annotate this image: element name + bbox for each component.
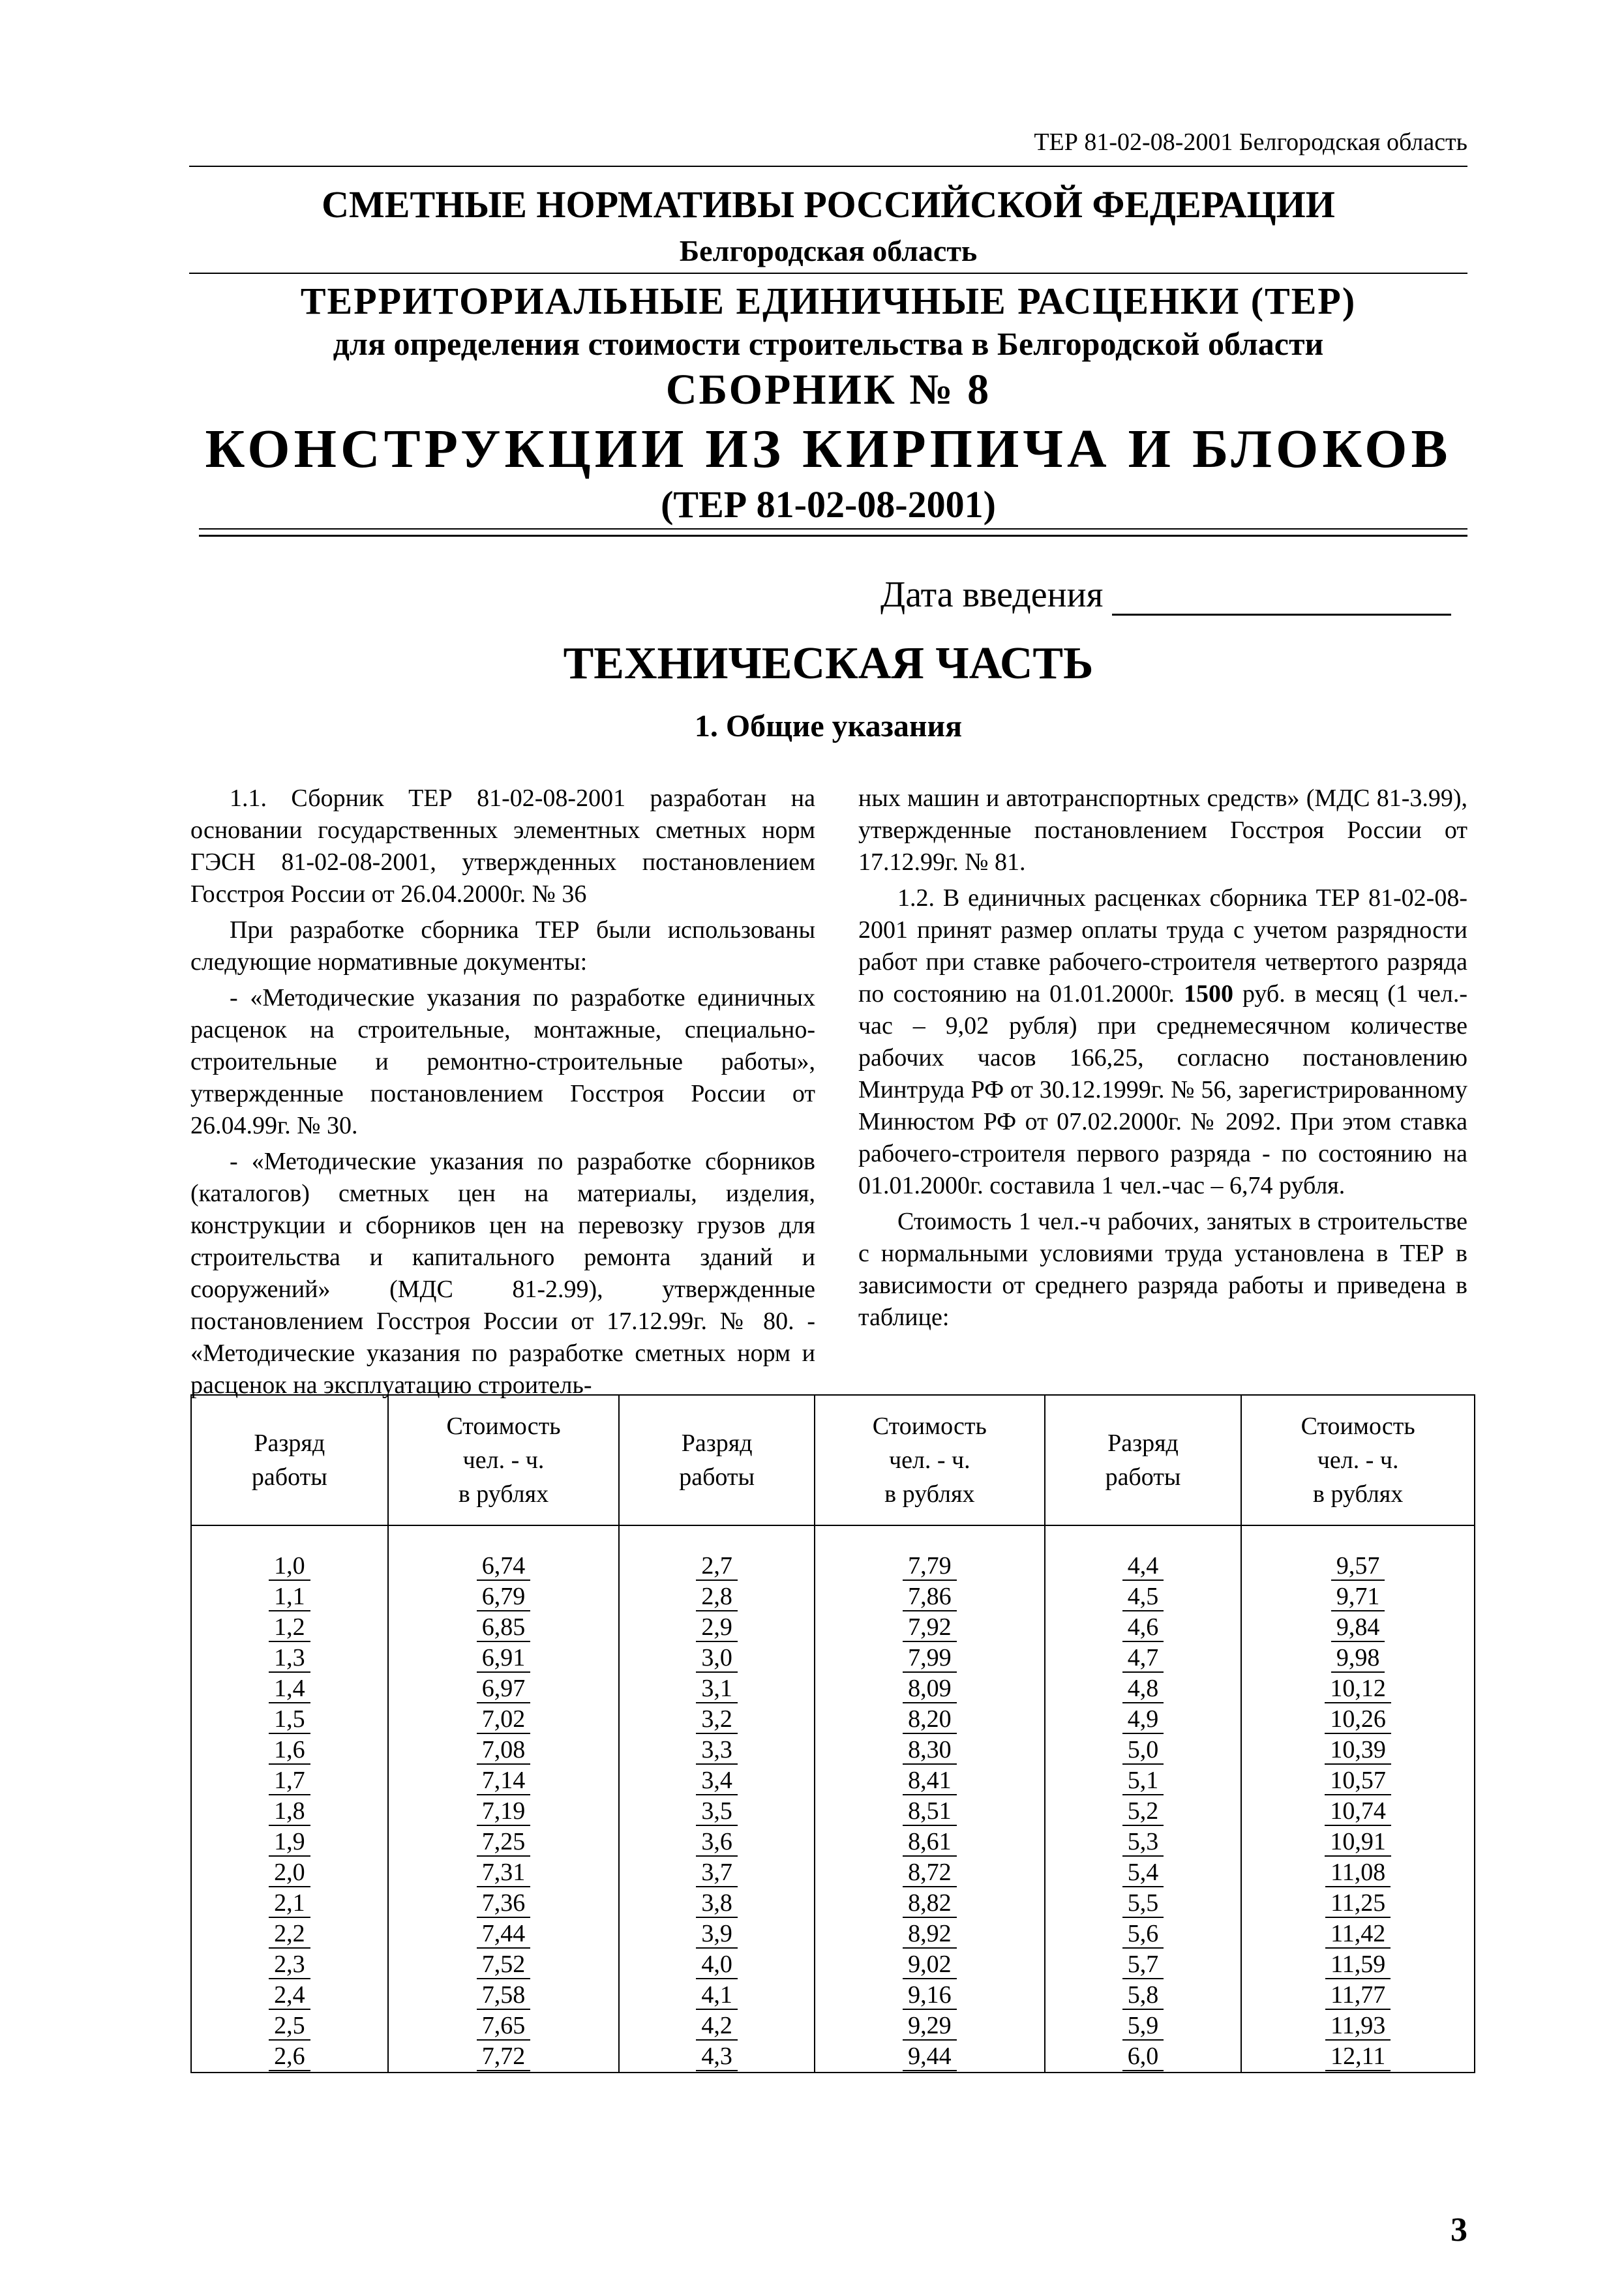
cell-value: 4,1	[696, 1981, 738, 2010]
table-cell	[388, 1919, 620, 1949]
cell-value: 4,8	[1122, 1675, 1164, 1703]
column-header-line: в рублях	[884, 1480, 975, 1508]
title-line-3: ТЕРРИТОРИАЛЬНЫЕ ЕДИНИЧНЫЕ РАСЦЕНКИ (ТЕР)	[300, 280, 1357, 322]
cell-value: 6,74	[477, 1552, 531, 1581]
table-cell	[815, 1673, 1045, 1704]
table-cell	[1045, 2011, 1242, 2041]
date-blank-line	[1112, 588, 1451, 616]
table-cell	[1241, 1980, 1475, 2011]
table-cell	[388, 1827, 620, 1857]
table-cell	[388, 1735, 620, 1765]
cell-value: 4,6	[1122, 1613, 1164, 1642]
table-cell	[191, 2041, 388, 2073]
paragraph: - «Методические указания по разработке единичных расценок на строительные, монтажные, специально-строительные и ремонтно-строительные работы», утвержденные постановлением Госстроя России от 26.04.99г. № 30.	[190, 984, 815, 1139]
table-cell	[388, 1643, 620, 1673]
table-cell	[1241, 1612, 1475, 1643]
cell-value: 1,2	[269, 1613, 310, 1642]
cell-value: 2,8	[696, 1583, 738, 1611]
table-cell	[815, 2041, 1045, 2073]
cell-value: 3,5	[696, 1797, 738, 1826]
cell-value: 2,1	[269, 1889, 310, 1918]
table-cell	[1045, 1765, 1242, 1796]
table-cell	[191, 1949, 388, 1980]
cell-value: 4,2	[696, 2012, 738, 2041]
table-cell	[619, 1704, 815, 1735]
cell-value: 10,26	[1325, 1705, 1391, 1734]
cell-value: 3,8	[696, 1889, 738, 1918]
title-line-5: СБОРНИК № 8	[665, 366, 991, 413]
table-cell	[191, 1765, 388, 1796]
table-row	[191, 1796, 1475, 1827]
table-cell	[191, 1673, 388, 1704]
table-row	[191, 2011, 1475, 2041]
cell-value: 5,6	[1122, 1920, 1164, 1949]
paragraph: ных машин и автотранспортных средств» (МДС 81-3.99), утвержденные постановлением Госстроя России от 17.12.99г. № 81.	[858, 785, 1467, 876]
cell-value: 5,4	[1122, 1859, 1164, 1887]
table-cell	[619, 1581, 815, 1612]
title-rule-2	[199, 528, 1467, 530]
table-cell	[1045, 1827, 1242, 1857]
table-cell	[619, 1643, 815, 1673]
table-cell	[1045, 2041, 1242, 2073]
cell-value: 7,14	[477, 1767, 531, 1795]
table-cell	[619, 1980, 815, 2011]
paragraph: При разработке сборника ТЕР были использованы следующие нормативные документы:	[190, 916, 815, 976]
cell-value: 4,0	[696, 1951, 738, 1979]
table-cell	[388, 1704, 620, 1735]
table-row	[191, 1827, 1475, 1857]
cell-value: 6,97	[477, 1675, 531, 1703]
table-cell	[388, 1796, 620, 1827]
table-row	[191, 1857, 1475, 1888]
cell-value: 10,91	[1325, 1828, 1391, 1857]
cell-value: 3,3	[696, 1736, 738, 1765]
title-line-2: Белгородская область	[679, 234, 978, 267]
cell-value: 1,1	[269, 1583, 310, 1611]
cell-value: 5,8	[1122, 1981, 1164, 2010]
table-cell	[619, 1888, 815, 1919]
table-row	[191, 1949, 1475, 1980]
cell-value: 10,12	[1325, 1675, 1391, 1703]
cell-value: 2,0	[269, 1859, 310, 1887]
cell-value: 11,08	[1325, 1859, 1391, 1887]
table-cell	[191, 1581, 388, 1612]
column-header-line: работы	[1105, 1463, 1181, 1491]
column-header-line: Разряд	[681, 1430, 753, 1457]
cell-value: 2,9	[696, 1613, 738, 1642]
table-cell	[1045, 1643, 1242, 1673]
table-cell	[1241, 2011, 1475, 2041]
cell-value: 10,39	[1325, 1736, 1391, 1765]
cell-value: 3,9	[696, 1920, 738, 1949]
cell-value: 9,84	[1331, 1613, 1385, 1642]
table-cell	[815, 1551, 1045, 1581]
cell-value: 7,86	[903, 1583, 957, 1611]
cell-value: 2,2	[269, 1920, 310, 1949]
paragraph: - «Методические указания по разработке сборников (каталогов) сметных цен на материалы, изделия, конструкции и сборников цен на перевозку грузов для строительства и капитального ремонта зданий и сооружений» (МДС 81-2.99), утвержденные постановлением Госстроя России от 17.12.99г. № 80. - «Методические указания по разработке сметных норм и расценок на эксплуатацию строитель-	[190, 1148, 815, 1399]
page-number: 3	[1451, 2211, 1467, 2249]
column-header-line: Разряд	[254, 1430, 325, 1457]
cell-value: 7,52	[477, 1951, 531, 1979]
table-cell	[815, 1827, 1045, 1857]
column-header-line: чел. - ч.	[888, 1446, 970, 1474]
left-text-column	[190, 783, 815, 1405]
table-row	[191, 1980, 1475, 2011]
cell-value: 1,9	[269, 1828, 310, 1857]
cell-value: 5,0	[1122, 1736, 1164, 1765]
title-line-7: (ТЕР 81-02-08-2001)	[661, 483, 996, 526]
table-cell	[191, 1919, 388, 1949]
table-cell	[1045, 1704, 1242, 1735]
column-header	[1045, 1395, 1242, 1525]
table-cell	[191, 1643, 388, 1673]
table-cell	[388, 1765, 620, 1796]
column-header	[388, 1395, 620, 1525]
cell-value: 5,3	[1122, 1828, 1164, 1857]
cell-value: 8,20	[903, 1705, 957, 1734]
cell-value: 3,4	[696, 1767, 738, 1795]
column-header-line: в рублях	[1313, 1480, 1404, 1508]
title-rule-3	[199, 535, 1467, 537]
cell-value: 3,0	[696, 1644, 738, 1673]
table-row	[191, 1581, 1475, 1612]
table-cell	[619, 1857, 815, 1888]
cell-value: 7,31	[477, 1859, 531, 1887]
cell-value: 11,77	[1325, 1981, 1391, 2010]
cell-value: 5,5	[1122, 1889, 1164, 1918]
cell-value: 9,16	[903, 1981, 957, 2010]
cell-value: 4,9	[1122, 1705, 1164, 1734]
column-header-line: чел. - ч.	[1317, 1446, 1399, 1474]
table-row	[191, 1612, 1475, 1643]
table-cell	[1241, 2041, 1475, 2073]
subsection-title: 1. Общие указания	[694, 709, 963, 743]
table-cell	[1241, 1673, 1475, 1704]
date-label: Дата введения	[880, 575, 1104, 615]
table-cell	[1045, 1919, 1242, 1949]
cell-value: 4,7	[1122, 1644, 1164, 1673]
table-cell	[191, 1796, 388, 1827]
cell-value: 9,98	[1331, 1644, 1385, 1673]
cell-value: 7,65	[477, 2012, 531, 2041]
cell-value: 7,08	[477, 1736, 531, 1765]
column-header	[619, 1395, 815, 1525]
table-cell	[815, 1796, 1045, 1827]
cell-value: 5,1	[1122, 1767, 1164, 1795]
cell-value: 8,09	[903, 1675, 957, 1703]
cell-value: 4,4	[1122, 1552, 1164, 1581]
table-cell	[619, 1765, 815, 1796]
cell-value: 7,99	[903, 1644, 957, 1673]
table-cell	[388, 1673, 620, 1704]
table-cell	[1241, 1857, 1475, 1888]
table-cell	[1241, 1643, 1475, 1673]
cell-value: 2,6	[269, 2043, 310, 2071]
cell-value: 2,5	[269, 2012, 310, 2041]
cell-value: 3,6	[696, 1828, 738, 1857]
table-row	[191, 1643, 1475, 1673]
table-cell	[619, 1735, 815, 1765]
paragraph: 1.1. Сборник ТЕР 81-02-08-2001 разработан на основании государственных элементных сметных норм ГЭСН 81-02-08-2001, утвержденных постановлением Госстроя России от 26.04.2000г. № 36	[190, 785, 815, 908]
wage-amount: 1500	[1183, 980, 1233, 1008]
cell-value: 9,44	[903, 2043, 957, 2071]
cell-value: 7,36	[477, 1889, 531, 1918]
cell-value: 6,91	[477, 1644, 531, 1673]
cell-value: 11,59	[1325, 1951, 1391, 1979]
cell-value: 5,2	[1122, 1797, 1164, 1826]
cell-value: 1,5	[269, 1705, 310, 1734]
cell-value: 6,79	[477, 1583, 531, 1611]
table-cell	[1045, 1612, 1242, 1643]
table-cell	[815, 1765, 1045, 1796]
table-cell	[388, 1581, 620, 1612]
cell-value: 10,74	[1325, 1797, 1391, 1826]
table-row	[191, 1919, 1475, 1949]
paragraph: 1.2. В единичных расценках сборника ТЕР 81-02-08-2001 принят размер оплаты труда с учетом разрядности работ при ставке рабочего-строителя четвертого разряда по состоянию на 01.01.2000г. 1500 руб. в месяц (1 чел.-час – 9,02 рубля) при среднемесячном количестве рабочих часов 166,25, согласно постановлению Минтруда РФ от 30.12.1999г. № 56, зарегистрированному Минюстом РФ от 07.02.2000г. № 2092. При этом ставка рабочего-строителя первого разряда - по состоянию на 01.01.2000г. составила 1 чел.-час – 6,74 рубля.	[858, 884, 1467, 1199]
table-cell	[191, 1980, 388, 2011]
cell-value: 7,79	[903, 1552, 957, 1581]
table-cell	[1045, 1735, 1242, 1765]
cell-value: 6,85	[477, 1613, 531, 1642]
table-row	[191, 1735, 1475, 1765]
table-row	[191, 1551, 1475, 1581]
table-cell	[191, 1612, 388, 1643]
cell-value: 10,57	[1325, 1767, 1391, 1795]
table-cell	[815, 1949, 1045, 1980]
table-cell	[191, 1704, 388, 1735]
cell-value: 3,2	[696, 1705, 738, 1734]
column-header-line: работы	[679, 1463, 755, 1491]
table-cell	[1045, 1888, 1242, 1919]
table-cell	[815, 1735, 1045, 1765]
table-row	[191, 2041, 1475, 2073]
table-cell	[388, 1888, 620, 1919]
wage-rates-table	[190, 1394, 1475, 2073]
cell-value: 11,42	[1325, 1920, 1391, 1949]
table-cell	[191, 1857, 388, 1888]
cell-value: 7,19	[477, 1797, 531, 1826]
cell-value: 7,44	[477, 1920, 531, 1949]
table-spacer-row	[191, 1525, 1475, 1551]
table-cell	[1241, 1888, 1475, 1919]
table-cell	[619, 1612, 815, 1643]
cell-value: 8,30	[903, 1736, 957, 1765]
cell-value: 7,02	[477, 1705, 531, 1734]
cell-value: 5,9	[1122, 2012, 1164, 2041]
table-row	[191, 1765, 1475, 1796]
column-header-line: Стоимость	[1301, 1413, 1415, 1440]
column-header-line: Разряд	[1107, 1430, 1179, 1457]
table-cell	[1241, 1765, 1475, 1796]
cell-value: 7,58	[477, 1981, 531, 2010]
right-text-column	[858, 783, 1467, 1338]
table-cell	[619, 1827, 815, 1857]
table-cell	[619, 1673, 815, 1704]
table-cell	[1045, 1673, 1242, 1704]
cell-value: 9,57	[1331, 1552, 1385, 1581]
cell-value: 11,25	[1325, 1889, 1391, 1918]
table-cell	[619, 1949, 815, 1980]
cell-value: 8,92	[903, 1920, 957, 1949]
table-cell	[1045, 1796, 1242, 1827]
cell-value: 7,92	[903, 1613, 957, 1642]
table-cell	[1241, 1919, 1475, 1949]
cell-value: 8,72	[903, 1859, 957, 1887]
paragraph: Стоимость 1 чел.-ч рабочих, занятых в строительстве с нормальными условиями труда установлена в ТЕР в зависимости от среднего разряда работы и приведена в таблице:	[858, 1208, 1467, 1331]
cell-value: 2,7	[696, 1552, 738, 1581]
cell-value: 1,0	[269, 1552, 310, 1581]
table-cell	[619, 2041, 815, 2073]
table-cell	[388, 1612, 620, 1643]
table-cell	[815, 1919, 1045, 1949]
running-header: ТЕР 81-02-08-2001 Белгородская область	[1034, 128, 1467, 156]
table-row	[191, 1704, 1475, 1735]
title-line-4: для определения стоимости строительства в Белгородской области	[333, 325, 1324, 362]
table-cell	[815, 1612, 1045, 1643]
cell-value: 8,41	[903, 1767, 957, 1795]
title-line-1: СМЕТНЫЕ НОРМАТИВЫ РОССИЙСКОЙ ФЕДЕРАЦИИ	[322, 183, 1335, 226]
column-header	[815, 1395, 1045, 1525]
table-cell	[388, 1949, 620, 1980]
cell-value: 7,72	[477, 2043, 531, 2071]
header-rule	[189, 166, 1467, 167]
table-cell	[1241, 1949, 1475, 1980]
cell-value: 2,4	[269, 1981, 310, 2010]
section-title: ТЕХНИЧЕСКАЯ ЧАСТЬ	[563, 638, 1094, 689]
cell-value: 11,93	[1325, 2012, 1391, 2041]
column-header	[191, 1395, 388, 1525]
table-cell	[619, 1551, 815, 1581]
table-cell	[388, 1980, 620, 2011]
column-header-line: работы	[251, 1463, 327, 1491]
title-rule-1	[189, 273, 1467, 274]
cell-value: 3,7	[696, 1859, 738, 1887]
table-cell	[1241, 1551, 1475, 1581]
column-header-line: Стоимость	[872, 1413, 987, 1440]
table-cell	[815, 1888, 1045, 1919]
table-cell	[388, 2011, 620, 2041]
table-cell	[191, 1551, 388, 1581]
cell-value: 9,71	[1331, 1583, 1385, 1611]
table-cell	[1045, 1551, 1242, 1581]
cell-value: 12,11	[1325, 2043, 1391, 2071]
table-cell	[191, 1735, 388, 1765]
cell-value: 4,3	[696, 2043, 738, 2071]
cell-value: 8,82	[903, 1889, 957, 1918]
cell-value: 4,5	[1122, 1583, 1164, 1611]
cell-value: 1,6	[269, 1736, 310, 1765]
table-cell	[1045, 1857, 1242, 1888]
cell-value: 2,3	[269, 1951, 310, 1979]
table-cell	[1045, 1581, 1242, 1612]
table-cell	[619, 1919, 815, 1949]
table-cell	[388, 1857, 620, 1888]
date-of-introduction	[880, 574, 1467, 616]
table-cell	[815, 2011, 1045, 2041]
table-cell	[191, 1888, 388, 1919]
table-cell	[815, 1980, 1045, 2011]
table-cell	[815, 1581, 1045, 1612]
table-cell	[619, 2011, 815, 2041]
table-cell	[815, 1704, 1045, 1735]
table-cell	[1241, 1735, 1475, 1765]
cell-value: 9,29	[903, 2012, 957, 2041]
table-cell	[1045, 1949, 1242, 1980]
cell-value: 9,02	[903, 1951, 957, 1979]
column-header	[1241, 1395, 1475, 1525]
table-header-row	[191, 1395, 1475, 1525]
table-cell	[388, 2041, 620, 2073]
table-row	[191, 1888, 1475, 1919]
column-header-line: чел. - ч.	[462, 1446, 545, 1474]
cell-value: 7,25	[477, 1828, 531, 1857]
table-row	[191, 1673, 1475, 1704]
column-header-line: в рублях	[458, 1480, 549, 1508]
title-line-6: КОНСТРУКЦИИ ИЗ КИРПИЧА И БЛОКОВ	[205, 419, 1452, 479]
table-cell	[815, 1643, 1045, 1673]
column-header-line: Стоимость	[446, 1413, 561, 1440]
table-cell	[1241, 1704, 1475, 1735]
cell-value: 1,4	[269, 1675, 310, 1703]
cell-value: 8,61	[903, 1828, 957, 1857]
cell-value: 5,7	[1122, 1951, 1164, 1979]
table-cell	[815, 1857, 1045, 1888]
table-cell	[619, 1796, 815, 1827]
cell-value: 3,1	[696, 1675, 738, 1703]
cell-value: 6,0	[1122, 2043, 1164, 2071]
table-cell	[388, 1551, 620, 1581]
table-cell	[1045, 1980, 1242, 2011]
table-cell	[1241, 1796, 1475, 1827]
cell-value: 8,51	[903, 1797, 957, 1826]
cell-value: 1,8	[269, 1797, 310, 1826]
cell-value: 1,7	[269, 1767, 310, 1795]
cell-value: 1,3	[269, 1644, 310, 1673]
table-cell	[191, 1827, 388, 1857]
table-cell	[1241, 1827, 1475, 1857]
table-cell	[1241, 1581, 1475, 1612]
table-cell	[191, 2011, 388, 2041]
